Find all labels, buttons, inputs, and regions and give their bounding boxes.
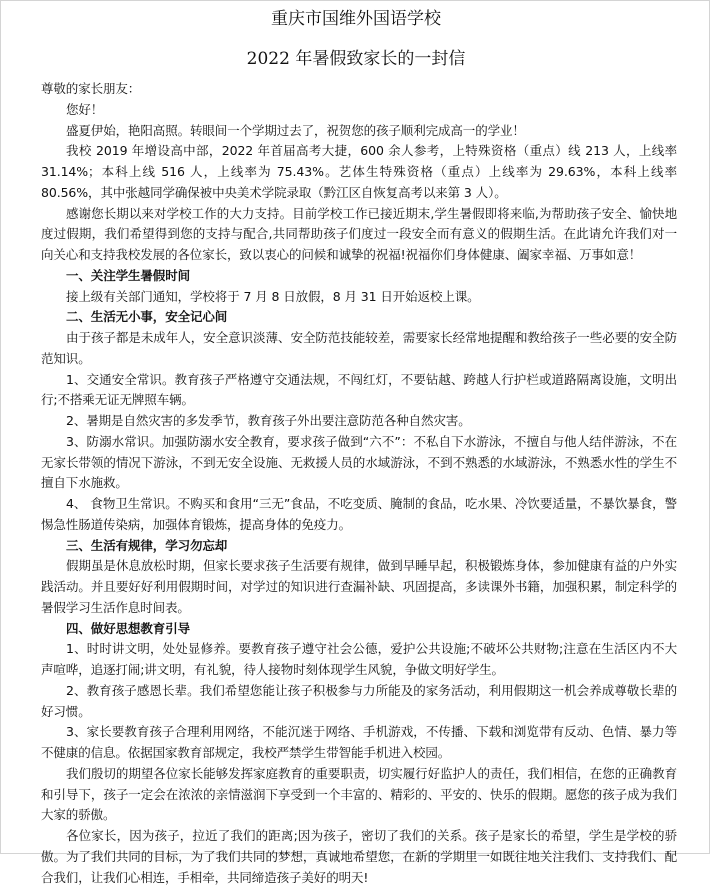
intro-paragraph-3: 感谢您长期以来对学校工作的大力支持。目前学校工作已接近期末,学生暑假即将来临,为帮助孩子安全、愉快地度过假期，我们希望得到您的支持与配合,共同帮助孩子们度过一段安全而有意义的假期生活。在此请允许我们对一向关心和支持我校发展的各位家长，致以衷心的问候和诚挚的祝福!祝福你们身体健康、阖家幸福、万事如意！ (41, 205, 677, 262)
section-4-item-1: 1、时时讲文明，处处显修养。要教育孩子遵守社会公德，爱护公共设施;不破坏公共财物;注意在生活区内不大声喧哗，追逐打闹;讲文明，有礼貌，待人接物时刻体现学生风貌，争做文明好学生。 (41, 641, 677, 677)
section-3-text: 假期虽是休息放松时期，但家长要求孩子生活要有规律，做到早睡早起，积极锻炼身体，参加健康有益的户外实践活动。并且要好好利用假期时间，对学过的知识进行查漏补缺、巩固提高，多读课外书籍，加强积累，制定科学的暑假学习生活作息时间表。 (41, 558, 677, 615)
salutation: 尊敬的家长朋友： (41, 81, 141, 96)
section-1-text: 接上级有关部门通知，学校将于 7 月 8 日放假，8 月 31 日开始返校上课。 (66, 288, 480, 304)
letter-body (41, 79, 677, 888)
section-4-item-2: 2、教育孩子感恩长辈。我们希望您能让孩子积极参与力所能及的家务活动，利用假期这一机会养成尊敬长辈的好习惯。 (41, 682, 677, 719)
school-name: 重庆市国维外国语学校 (271, 9, 441, 29)
intro-paragraph-2: 我校 2019 年增设高中部，2022 年首届高考大捷，600 余人参考，上特殊资格（重点）线 213 人，上线率 31.14%；本科上线 516 人，上线率为 75.43%。艺体生特殊资格（重点）上线率为 29.63%，本科上线率 80.56%，其中张越同学确保被中央美术学院录取（黔江区自恢复高考以来第 3 人）。 (41, 143, 677, 200)
section-4-item-3: 3、家长要教育孩子合理利用网络，不能沉迷于网络、手机游戏，不传播、下载和浏览带有反动、色情、暴力等不健康的信息。依据国家教育部规定，我校严禁学生带智能手机进入校园。 (41, 724, 677, 760)
section-2-item-3: 3、防溺水常识。加强防溺水安全教育，要求孩子做到“六不”：不私自下水游泳，不擅自与他人结伴游泳，不在无家长带领的情况下游泳，不到无安全设施、无救援人员的水域游泳，不到不熟悉的水域游泳，不熟悉水性的学生不擅自下水施救。 (41, 433, 677, 491)
closing-paragraph-1: 我们殷切的期望各位家长能够发挥家庭教育的重要职责，切实履行好监护人的责任，我们相信，在您的正确教育和引导下，孩子一定会在浓浓的亲情滋润下享受到一个丰富的、精彩的、平安的、快乐的假期。愿您的孩子成为我们大家的骄傲。 (41, 765, 677, 823)
greeting: 您好！ (66, 101, 104, 117)
section-3-heading: 三、生活有规律，学习勿忘却 (66, 537, 228, 553)
section-2-heading: 二、生活无小事，安全记心间 (66, 309, 228, 325)
section-2-item-1: 1、交通安全常识。教育孩子严格遵守交通法规，不闯红灯，不要钻越、跨越人行护栏或道路隔离设施，文明出行;不搭乘无证无牌照车辆。 (41, 371, 677, 408)
section-2-intro: 由于孩子都是未成年人，安全意识淡薄、安全防范技能较差，需要家长经常地提醒和教给孩子一些必要的安全防范知识。 (41, 330, 677, 366)
intro-paragraph-1: 盛夏伊始，艳阳高照。转眼间一个学期过去了，祝贺您的孩子顺利完成高一的学业！ (66, 122, 525, 138)
section-2-item-4: 4、 食物卫生常识。不购买和食用“三无”食品，不吃变质、腌制的食品，吃水果、冷饮要适量，不暴饮暴食，警惕急性肠道传染病，加强体育锻炼，提高身体的免疫力。 (41, 496, 677, 532)
section-2-item-2: 2、暑期是自然灾害的多发季节，教育孩子外出要注意防范各种自然灾害。 (66, 413, 471, 428)
section-4-heading: 四、做好思想教育引导 (66, 620, 191, 636)
letter-title: 2022 年暑假致家长的一封信 (246, 49, 466, 69)
closing-paragraph-2: 各位家长，因为孩子，拉近了我们的距离;因为孩子，密切了我们的关系。孩子是家长的希望，学生是学校的骄傲。为了我们共同的目标，为了我们共同的梦想，真诚地希望您，在新的学期里一如既往地关注我们、支持我们、配合我们，让我们心相连，手相牵，共同缔造孩子美好的明天! (41, 828, 677, 885)
section-1-heading: 一、关注学生暑假时间 (66, 267, 191, 283)
